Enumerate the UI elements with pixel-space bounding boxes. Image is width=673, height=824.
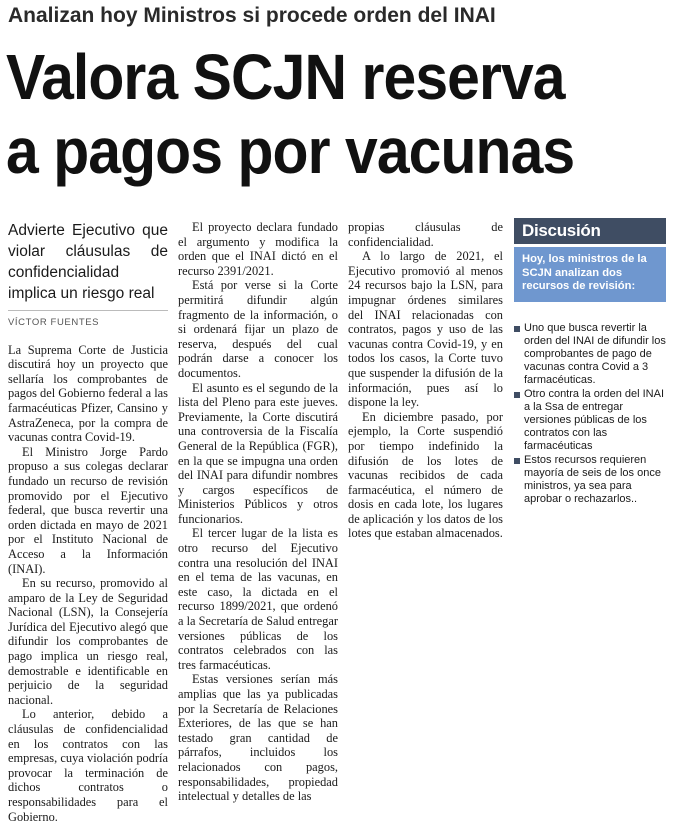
- paragraph: En su recurso, promovido al amparo de la Ley de Seguridad Nacional (LSN), la Consejería Jurídica del Ejecutivo alegó que difundir los comprobantes de pago implica un riesgo real, demostrable e identificable en perjuicio de la seguridad nacional.: [8, 576, 168, 707]
- paragraph: En diciembre pasado, por ejemplo, la Corte suspendió por tiempo indefinido la difusión de los lotes de vacunas recibidos de cada farmacéutica, el número de dosis en cada lote, los lugares de aplicación y los datos de los lotes que estaban almacenados.: [348, 409, 503, 541]
- sidebar-list-item: Estos recursos requieren mayoría de seis de los once ministros, ya sea para aprobar o rechazarlos..: [514, 454, 666, 507]
- article-column-1: [8, 220, 168, 824]
- sidebar-list: [514, 322, 666, 507]
- sidebar-list-item: Otro contra la orden del INAI a la Ssa de entregar versiones públicas de los contratos con las farmacéuticas: [514, 388, 666, 454]
- deck: Advierte Ejecutivo que violar cláusulas de confidencialidad implica un riesgo real: [8, 222, 168, 302]
- paragraph-continuation: propias cláusulas de confidencialidad.: [348, 220, 503, 249]
- sidebar-intro: Hoy, los ministros de la SCJN analizan dos recursos de revisión:: [514, 247, 666, 302]
- paragraph: La Suprema Corte de Justicia discutirá hoy un proyecto que sellaría los comprobantes de pagos del Gobierno federal a las farmacéuticas Pfizer, Cansino y AstraZeneca, por la compra de vacunas contra Covid-19.: [8, 342, 168, 445]
- paragraph: El asunto es el segundo de la lista del Pleno para este jueves. Previamente, la Corte discutirá una controversia de la Fiscalía General de la República (FGR), en la que se impugna una orden del INAI para difundir nombres y cargos específicos de Ministerios Públicos y otros funcionarios.: [178, 380, 338, 526]
- paragraph: Lo anterior, debido a cláusulas de confidencialidad en los contratos con las empresas, cuya violación podría provocar la terminación de dichos contratos o responsabilidades para el Gobierno.: [8, 707, 168, 824]
- paragraph: El tercer lugar de la lista es otro recurso del Ejecutivo contra una resolución del INAI en el tema de las vacunas, en este caso, la dictada en el recurso 1899/2021, que ordenó a la Secretaría de Salud entregar versiones públicas de los contratos celebrados con las tres farmacéuticas.: [178, 526, 338, 672]
- headline: [6, 40, 617, 188]
- article-column-2: [178, 220, 338, 804]
- paragraph: El proyecto declara fundado el argumento y modifica la orden que el INAI dictó en el recurso 2391/2021.: [178, 220, 338, 278]
- paragraph: Estas versiones serían más amplias que las ya publicadas por la Secretaría de Relaciones Exteriores, de las que se han testado gran cantidad de párrafos, incluidos los relacionados con pagos, responsabilidades, propiedad intelectual y detalles de las: [178, 672, 338, 804]
- headline-line-2: a pagos por vacunas: [6, 115, 575, 187]
- byline: VÍCTOR FUENTES: [8, 317, 100, 328]
- sidebar-box: [514, 218, 666, 506]
- article-column-3: [348, 220, 503, 541]
- headline-line-1: Valora SCJN reserva: [6, 41, 565, 113]
- sidebar-title: Discusión: [514, 218, 666, 244]
- paragraph: A lo largo de 2021, el Ejecutivo promovió al menos 24 recursos bajo la LSN, para impugnar órdenes similares del INAI relacionadas con contratos, pagos y uso de las vacunas contra Covid-19, y en todos los casos, la Corte tuvo que suspender la difusión de la información, pues así lo dispone la ley.: [348, 249, 503, 410]
- sidebar-list-item: Uno que busca revertir la orden del INAI de difundir los comprobantes de pago de vacunas contra Covid a 3 farmacéuticas.: [514, 322, 666, 388]
- kicker: Analizan hoy Ministros si procede orden del INAI: [8, 4, 496, 27]
- paragraph: Está por verse si la Corte permitirá difundir algún fragmento de la información, o si ordenará fijar un plazo de reserva, después del cual podrán darse a conocer los documentos.: [178, 278, 338, 380]
- divider: [8, 310, 168, 311]
- paragraph: El Ministro Jorge Pardo propuso a sus colegas declarar fundado un recurso de revisión promovido por el Ejecutivo federal, que busca revertir una orden dictada en mayo de 2021 por el Instituto Nacional de Acceso a la Información (INAI).: [8, 444, 168, 576]
